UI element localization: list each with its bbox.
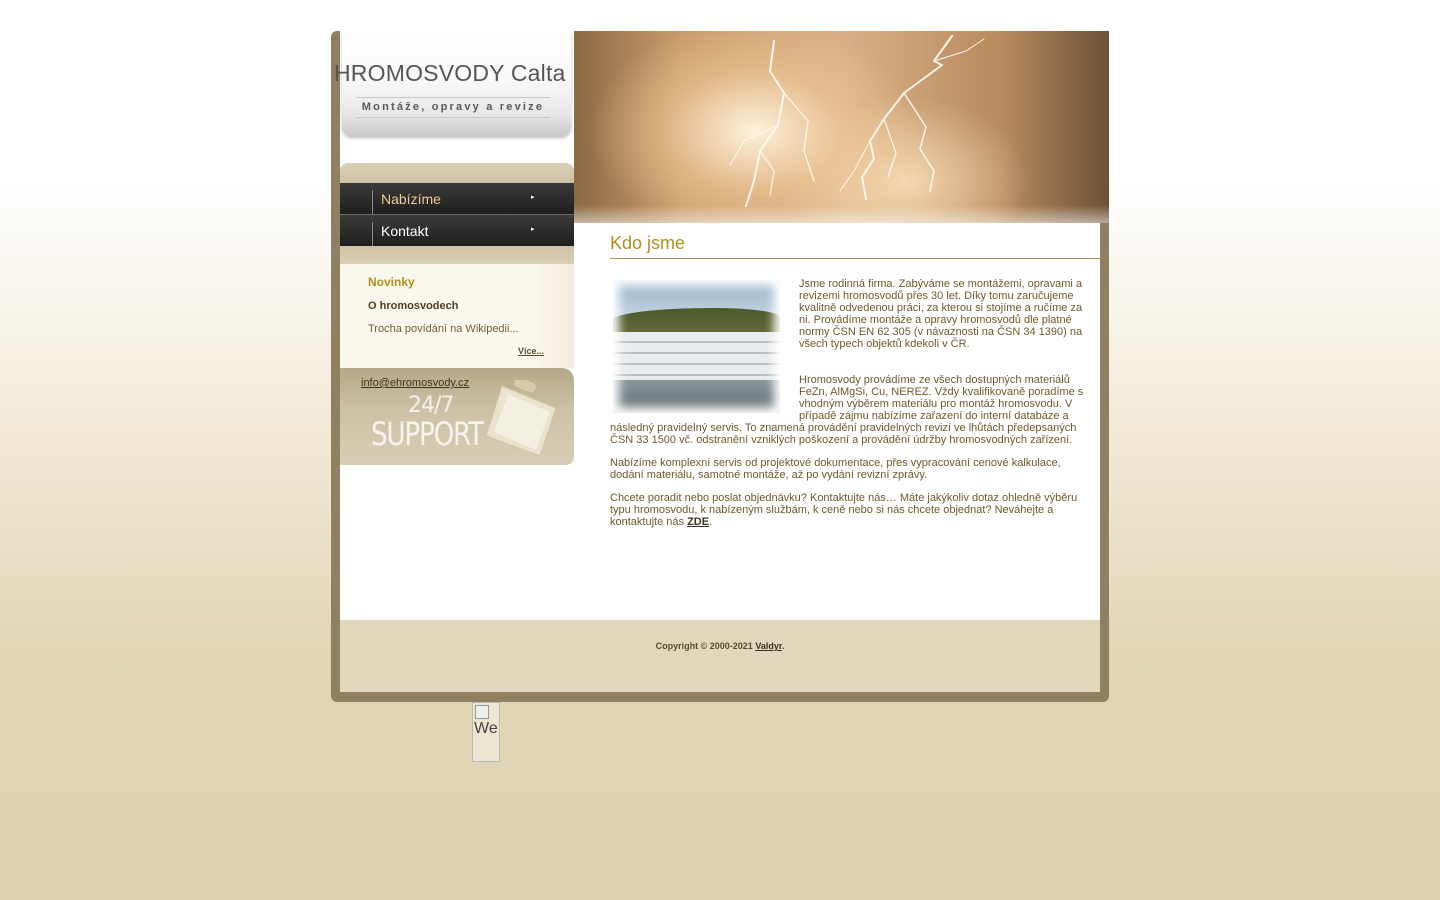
news-heading: Novinky [368, 275, 415, 289]
nav-separator [372, 222, 373, 246]
paragraph-contact [610, 492, 1090, 528]
support-email-link[interactable]: info@ehromosvody.cz [361, 377, 470, 389]
paragraph-materials: Hromosvody provádíme ze všech dostupných materiálů FeZn, AlMgSi, Cu, NEREZ. Vždy kvalifikovaně poradíme s vhodným výběrem materiálu pro montáž hromosvodu. V případě zájmu nabízíme zařazení do interní databáze a [799, 374, 1084, 422]
nav-item-label: Kontakt [381, 223, 429, 239]
paragraph-intro: Jsme rodinná firma. Zabýváme se montážemi, opravami a revizemi hromosvodů přes 30 let. Díky tomu zaručujeme kvalitně odvedenou práci, za kterou si stojíme a ručíme za ni. Provádíme montáže a opravy hromosvodů dle platné normy ČSN EN 62 305 (v návaznosti na ČSN 34 1390) na všech typech objektů kdekoli v ČR. [799, 278, 1083, 350]
news-item-title: O hromosvodech [368, 300, 459, 312]
footer [340, 620, 1100, 692]
broken-image-icon [475, 705, 489, 719]
title-divider [610, 258, 1100, 259]
site-title[interactable]: HROMOSVODY Calta [334, 60, 566, 86]
contact-here-link[interactable]: ZDE [687, 516, 710, 528]
arrow-right-icon: ▸ [531, 226, 535, 233]
footer-copyright [340, 641, 1100, 651]
broken-image [472, 702, 500, 762]
news-item-text: Trocha povídání na Wikipedii... [368, 323, 519, 335]
nav-bottom-cap [340, 246, 574, 264]
copyright-suffix: . [781, 641, 785, 651]
paragraph-complex: Nabízíme komplexní servis od projektové dokumentace, přes vypracování cenové kalkulace, dodání materiálu, samotné montáže, až po vydání revizní zprávy. [610, 457, 1061, 481]
clipboard-icon [484, 380, 566, 460]
support-word-text: SUPPORT [371, 415, 483, 453]
nav-item-nabizime[interactable] [340, 183, 574, 215]
news-more-link[interactable]: Více... [518, 346, 545, 356]
header-fade [574, 205, 1109, 223]
nav-separator [372, 190, 373, 214]
roof-photo [613, 280, 780, 413]
paragraph-contact-text: Chcete poradit nebo poslat objednávku? Kontaktujte nás… Máte jakýkoliv dotaz ohledně výběru typu hromosvodu, k nabízeným službám, k ceně nebo si nás chcete objednat? Neváhejte a kontaktujte nás [610, 492, 1078, 528]
header-lightning-image [574, 31, 1109, 223]
support-247-text: 24/7 [408, 393, 454, 418]
paragraph-contact-suffix: . [709, 516, 713, 528]
broken-image-alt: We [474, 720, 498, 737]
author-link[interactable]: Valdyr [755, 641, 782, 651]
copyright-text: Copyright © 2000-2021 [655, 641, 756, 651]
site-subtitle: Montáže, opravy a revize [356, 97, 550, 118]
nav-top-cap [340, 163, 574, 183]
paragraph-service: následný pravidelný servis. To znamená provádění pravidelných revizí ve lhůtách předepsaných ČSN 33 1500 vč. odstranění vzniklých poškození a provádění údržby hromosvodných zařízení. [610, 422, 1077, 446]
nav-item-label: Nabízíme [381, 191, 441, 207]
arrow-right-icon: ▸ [531, 194, 535, 201]
page-title: Kdo jsme [610, 233, 686, 253]
nav-item-kontakt[interactable] [340, 215, 574, 247]
